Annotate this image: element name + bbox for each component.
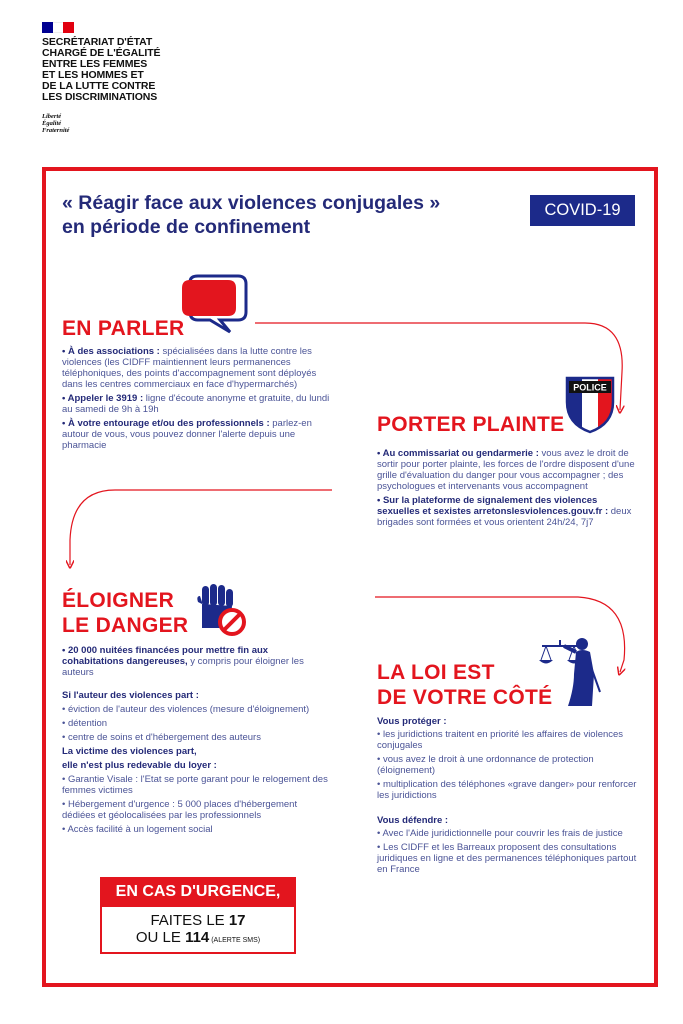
item-label: • Sur la plateforme de signalement des violences sexuelles et sexistes arretonslesviolences.gouv.fr : xyxy=(377,495,609,517)
porter-plainte-text xyxy=(377,448,637,531)
heading-line: LA LOI EST xyxy=(377,661,495,684)
list-item xyxy=(62,346,330,390)
loi-text xyxy=(377,716,637,878)
heading-line: DE VOTRE CÔTÉ xyxy=(377,686,553,709)
list-item: • Les CIDFF et les Barreaux proposent des consultations juridiques en ligne et des permanences téléphoniques partout en France xyxy=(377,842,637,875)
item-label: • Appeler le 3919 : xyxy=(62,393,144,404)
eloigner-heading xyxy=(62,588,188,638)
item-text: ligne d'écoute anonyme et gratuite, du lundi au samedi de 9h à 19h xyxy=(62,393,330,415)
list-item: • multiplication des téléphones «grave danger» pour renforcer les juridictions xyxy=(377,779,637,801)
list-item xyxy=(62,418,330,451)
ministry-line: DE LA LUTTE CONTRE xyxy=(42,80,156,92)
subheading: Vous défendre : xyxy=(377,815,449,826)
item-text: vous avez le droit de sortir pour porter plainte, les forces de l'ordre disposent d'une grille d'évaluation du danger pour vous accompagner ; des psychologues et intervenants vous accompagnent xyxy=(377,448,635,492)
emergency-line-1 xyxy=(102,912,294,929)
stop-hand-icon xyxy=(192,582,250,638)
motto-line: Égalité xyxy=(42,120,62,127)
item-text: deux brigades sont formées et vous orientent 24h/24, 7j7 xyxy=(377,506,632,528)
heading-line: ÉLOIGNER xyxy=(62,589,175,612)
ministry-line: SECRÉTARIAT D'ÉTAT xyxy=(42,36,153,48)
police-badge-text: POLICE xyxy=(573,382,607,393)
sms-note: (ALERTE SMS) xyxy=(209,937,261,944)
en-parler-heading: EN PARLER xyxy=(62,317,185,340)
eloigner-text xyxy=(62,645,330,838)
loi-heading xyxy=(377,660,552,710)
title-line: en période de confinement xyxy=(62,216,311,238)
ministry-line: ENTRE LES FEMMES xyxy=(42,58,148,70)
intro-text: y compris pour éloigner les auteurs xyxy=(62,656,304,678)
subheading: La victime des violences part, xyxy=(62,746,197,757)
item-label: • Au commissariat ou gendarmerie : xyxy=(377,448,539,459)
emergency-numbers xyxy=(100,907,296,954)
porter-plainte-heading: PORTER PLAINTE xyxy=(377,413,565,436)
list-item: • centre de soins et d'hébergement des auteurs xyxy=(62,732,261,743)
intro xyxy=(62,645,330,678)
sms-number: 114 xyxy=(185,929,210,946)
heading-line: LE DANGER xyxy=(62,614,189,637)
phone-number: 17 xyxy=(228,912,246,929)
subheading: Vous protéger : xyxy=(377,716,447,727)
item-text: parlez-en autour de vous, vous pouvez donner l'alerte depuis une pharmacie xyxy=(62,418,312,451)
ministry-line: ET LES HOMMES ET xyxy=(42,69,144,81)
list-item: • vous avez le droit à une ordonnance de protection (éloignement) xyxy=(377,754,594,776)
subheading: Si l'auteur des violences part : xyxy=(62,690,199,701)
police-shield-icon xyxy=(565,376,615,434)
list-item xyxy=(62,393,330,415)
intro-label: • 20 000 nuitées financées pour mettre fin aux cohabitations dangereuses, xyxy=(62,645,269,667)
line-text: OU LE xyxy=(135,929,186,946)
subheading: elle n'est plus redevable du loyer : xyxy=(62,760,217,771)
list-item: • Garantie Visale : l'Etat se porte garant pour le relogement des femmes victimes xyxy=(62,774,328,796)
emergency-line-2 xyxy=(102,929,294,949)
ministry-line: LES DISCRIMINATIONS xyxy=(42,91,158,103)
list-item xyxy=(377,495,637,528)
list-item: • Accès facilité à un logement social xyxy=(62,824,213,835)
motto-line: Fraternité xyxy=(42,127,70,134)
list-item: • Avec l'Aide juridictionnelle pour couvrir les frais de justice xyxy=(377,828,623,839)
list-item: • les juridictions traitent en priorité les affaires de violences conjugales xyxy=(377,729,624,751)
list-item: • éviction de l'auteur des violences (mesure d'éloignement) xyxy=(62,704,310,715)
line-text: FAITES LE xyxy=(150,912,229,929)
list-item: • Hébergement d'urgence : 5 000 places d'hébergement dédiées et géolocalisées par les professionnels xyxy=(62,799,298,821)
item-label: • À des associations : xyxy=(62,346,160,357)
motto-line: Liberté xyxy=(42,113,62,120)
arrow-plainte-to-eloigner xyxy=(70,490,332,565)
item-label: • À votre entourage et/ou des professionnels : xyxy=(62,418,270,429)
ministry-line: CHARGÉ DE L'ÉGALITÉ xyxy=(42,47,161,59)
list-item xyxy=(377,448,637,492)
covid-badge: COVID-19 xyxy=(530,195,635,226)
list-item: • détention xyxy=(62,718,108,729)
speech-bubble-icon xyxy=(180,274,252,336)
title-line: « Réagir face aux violences conjugales » xyxy=(62,192,441,214)
en-parler-text xyxy=(62,346,330,454)
emergency-title: EN CAS D'URGENCE, xyxy=(100,877,296,907)
item-text: spécialisées dans la lutte contre les violences (les CIDFF maintiennent leurs permanences téléphoniques, des points d'accompagnement sont déployés dans les centres commerciaux en face d'hypermarchés) xyxy=(62,346,317,390)
